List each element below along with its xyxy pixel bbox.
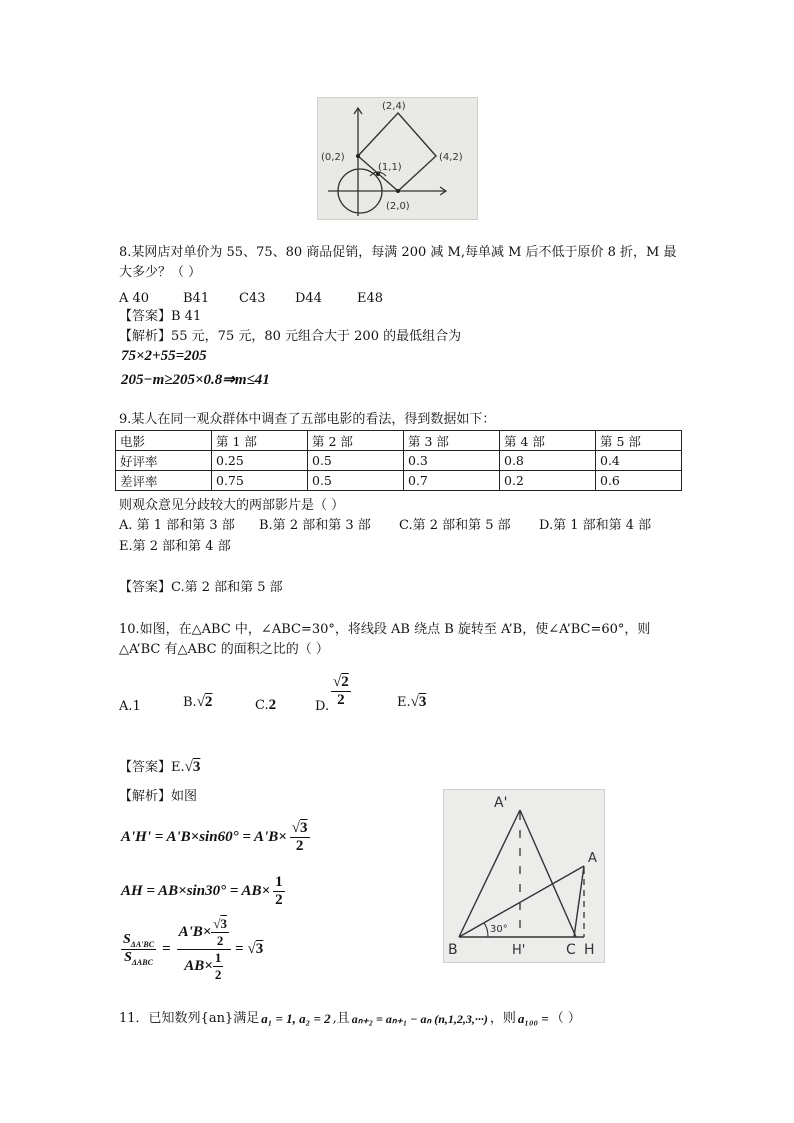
- ratio-result-radicand: 3: [255, 941, 264, 957]
- eq2-denominator: 2: [275, 892, 283, 908]
- segment-ac: [574, 866, 584, 937]
- q10-option-b: B.√2: [183, 694, 213, 710]
- q8-question-line2: 大多少？（ ）: [119, 265, 202, 280]
- table-cell: 0.5: [308, 471, 404, 491]
- table-cell: 第 3 部: [404, 431, 500, 451]
- q10-option-d-prefix: D.: [315, 699, 330, 714]
- q9-answer: 【答案】C.第 2 部和第 5 部: [119, 580, 283, 595]
- table-cell: 0.4: [596, 451, 682, 471]
- q8-option-a: A 40: [119, 291, 150, 306]
- angle-arc: [484, 923, 488, 937]
- equals-sign: =: [162, 941, 171, 957]
- eq1-left: A'H' = A'B×sin60° = A'B×: [121, 829, 287, 845]
- q11-target: a₁₀₀ =: [517, 1011, 549, 1026]
- label-a: A: [588, 851, 597, 866]
- table-cell: 0.6: [596, 471, 682, 491]
- ratio-top-text: A'B×: [178, 924, 212, 940]
- label-angle-30: 30°: [490, 924, 508, 935]
- q11-question: [119, 1010, 581, 1028]
- q8-analysis: 【解析】55 元，75 元，80 元组合大于 200 的最低组合为: [119, 329, 462, 344]
- ratio-num-s: S: [123, 932, 131, 948]
- q10-equation-2: [121, 874, 285, 909]
- table-cell: 第 1 部: [212, 431, 308, 451]
- label-0-2: (0,2): [321, 152, 345, 163]
- table-cell: 0.3: [404, 451, 500, 471]
- table-cell: 差评率: [116, 471, 212, 491]
- label-2-4: (2,4): [382, 101, 406, 112]
- square-circle-diagram: [318, 98, 477, 219]
- q11-suffix-pre: ，则: [489, 1011, 516, 1026]
- q9-option-a: A. 第 1 部和第 3 部: [119, 518, 235, 533]
- eq2-left: AH = AB×sin30° = AB×: [121, 883, 271, 899]
- q11-condition-2: aₙ₊₂ = aₙ₊₁ − aₙ (n,1,2,3,···): [351, 1012, 488, 1026]
- point-2-0: [396, 189, 400, 193]
- fraction-denominator: 2: [337, 692, 345, 708]
- label-h: H: [584, 942, 595, 958]
- q10-answer-radicand: 3: [192, 759, 201, 775]
- q9-ask: 则观众意见分歧较大的两部影片是（ ）: [119, 498, 345, 513]
- q11-mid: ,且: [332, 1011, 350, 1026]
- eq1-denominator: 2: [295, 838, 304, 854]
- table-header-row: [116, 431, 682, 451]
- q8-option-e: E48: [357, 291, 384, 306]
- q10-option-c-value: 2: [268, 697, 277, 713]
- segment-a-prime-b: [459, 810, 520, 937]
- table-cell: 0.8: [500, 451, 596, 471]
- table-cell: 好评率: [116, 451, 212, 471]
- table-cell: 0.7: [404, 471, 500, 491]
- q10-option-b-prefix: B.: [183, 695, 197, 710]
- q10-answer-prefix: 【答案】E.: [119, 760, 185, 775]
- q10-equation-1: A'H' = A'B×sin60° = A'B× $\frac{√3}{2}$: [121, 820, 308, 854]
- q10-option-e: E.√3: [397, 694, 427, 710]
- ratio-top-radicand: 3: [220, 916, 227, 931]
- q9-options-line1: [119, 517, 651, 535]
- label-4-2: (4,2): [439, 152, 463, 163]
- eq1-numerator: 3: [300, 820, 308, 836]
- q8-answer: 【答案】B 41: [119, 309, 202, 324]
- q9-option-c: C.第 2 部和第 5 部: [399, 518, 511, 533]
- q8-equation-1: 75×2+55=205: [121, 348, 207, 364]
- table-row: [116, 471, 682, 491]
- label-2-0: (2,0): [386, 201, 410, 212]
- ratio-top-den: 2: [216, 933, 224, 948]
- q8-option-d: D44: [295, 291, 322, 306]
- q8-options: [119, 290, 383, 308]
- ratio-den-sub: ΔABC: [131, 957, 153, 967]
- ratio-bottom-text: AB×: [184, 958, 213, 974]
- ratio-bottom-den: 2: [214, 967, 222, 982]
- q10-option-b-radicand: 2: [204, 694, 213, 710]
- label-b: B: [448, 942, 458, 958]
- eq2-numerator: 1: [275, 874, 283, 890]
- q9-option-b: B.第 2 部和第 3 部: [259, 518, 371, 533]
- table-row: [116, 451, 682, 471]
- q10-option-c-prefix: C.: [255, 698, 269, 713]
- table-cell: 第 5 部: [596, 431, 682, 451]
- triangle-figure-photo: [443, 789, 605, 963]
- square: [358, 113, 436, 191]
- q9-option-e: E.第 2 部和第 4 部: [119, 539, 231, 554]
- q8-option-c: C43: [239, 291, 266, 306]
- triangle-diagram: [444, 790, 604, 962]
- q9-question: 9.某人在同一观众群体中调查了五部电影的看法，得到数据如下：: [119, 412, 496, 427]
- q11-suffix: （ ）: [550, 1011, 581, 1026]
- table-cell: 0.75: [212, 471, 308, 491]
- table-cell: 0.25: [212, 451, 308, 471]
- ratio-den-s: S: [124, 950, 132, 965]
- q9-option-d: D.第 1 部和第 4 部: [539, 518, 652, 533]
- q8-question-line1: 8.某网店对单价为 55、75、80 商品促销，每满 200 减 M,每单减 M 后不低于原价 8 折，M 最: [119, 245, 677, 260]
- q9-ratings-table: [115, 430, 682, 491]
- table-cell: 第 4 部: [500, 431, 596, 451]
- q10-question-line2: △A’BC 有△ABC 的面积之比的（ ）: [119, 642, 329, 657]
- top-figure-photo: [317, 97, 478, 220]
- q10-option-d-fraction: $\frac{√2}{2}$: [333, 674, 349, 708]
- label-c: C: [566, 942, 576, 958]
- segment-ab: [459, 866, 584, 937]
- q8-equation-2: 205−m≥205×0.8⇒m≤41: [121, 372, 270, 388]
- q10-option-a: A.1: [119, 699, 141, 714]
- fraction-numerator: 2: [341, 674, 349, 690]
- point-0-2: [356, 154, 360, 158]
- q10-answer: 【答案】E.√3: [119, 759, 201, 775]
- q10-option-e-radicand: 3: [418, 694, 427, 710]
- ratio-num-sub: ΔA'BC: [130, 940, 155, 949]
- ratio-bottom-num: 1: [214, 950, 222, 965]
- label-h-prime: H': [512, 943, 526, 958]
- q10-option-c: [255, 696, 276, 715]
- label-1-1: (1,1): [378, 162, 402, 173]
- q10-question-line1: 10.如图，在△ABC 中，∠ABC=30°，将线段 AB 绕点 B 旋转至 A’B，使∠A’BC=60°，则: [119, 622, 651, 637]
- table-cell: 0.2: [500, 471, 596, 491]
- q8-option-b: B41: [183, 291, 210, 306]
- table-cell: 电影: [116, 431, 212, 451]
- q10-ratio-equation: $\frac{S_{\Delta A'BC}}{S_{\Delta ABC}}$ = A'B× $\frac{√3}{2}$ AB× $\frac{1}{2}$ = √3: [123, 916, 264, 982]
- q11-condition-1: a₁ = 1, a₂ = 2: [261, 1011, 331, 1026]
- equals-sign-2: =: [234, 941, 244, 957]
- table-cell: 第 2 部: [308, 431, 404, 451]
- q11-prefix: 11．已知数列{an}满足: [119, 1011, 260, 1026]
- segment-a-prime-c: [520, 810, 576, 937]
- q10-option-e-prefix: E.: [397, 695, 411, 710]
- label-a-prime: A': [494, 795, 508, 811]
- q10-analysis: 【解析】如图: [119, 789, 198, 804]
- table-cell: 0.5: [308, 451, 404, 471]
